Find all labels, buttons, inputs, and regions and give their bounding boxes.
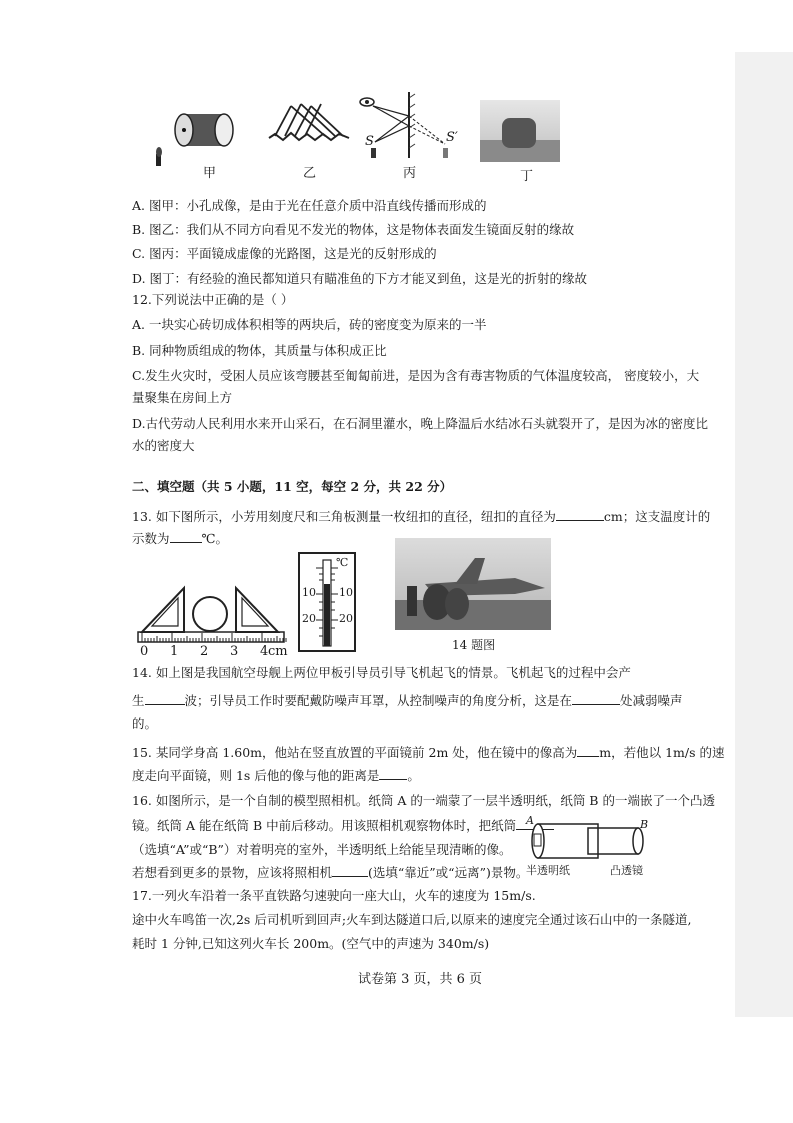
- q14-line3: 的。: [132, 716, 158, 731]
- q17-line3: 耗时 1 分钟,已知这列火车长 200m。(空气中的声速为 340m/s): [132, 936, 490, 951]
- q16-text-c: (选填“靠近”或“远离”)景物。: [368, 865, 529, 880]
- figure-ding: [480, 100, 560, 162]
- q15-text-d: 。: [407, 768, 420, 783]
- q13-line2: [132, 530, 228, 548]
- ruler-tick-0: 0: [140, 644, 149, 659]
- q13-unit2: ℃。: [201, 531, 228, 546]
- q12-option-c-line2: 量聚集在房间上方: [132, 390, 233, 405]
- thermometer-label-r20: 20: [339, 612, 353, 625]
- q16-line4: [132, 864, 528, 882]
- ruler-unit: cm: [268, 644, 288, 659]
- figure-label-yi: 乙: [303, 166, 317, 181]
- thermometer-label-10: 10: [302, 586, 316, 599]
- q14-blank-2: [572, 692, 620, 705]
- q13-unit: cm；这支温度计的: [603, 509, 711, 524]
- q13-line1: [132, 508, 710, 526]
- thermometer-label-r10: 10: [339, 586, 353, 599]
- q12-option-b: B. 同种物质组成的物体，其质量与体积成正比: [132, 343, 387, 358]
- q14-blank-1: [145, 692, 185, 705]
- q16-line2: [132, 817, 554, 835]
- scrollbar-track[interactable]: [735, 52, 793, 1017]
- q16-line3: （选填“A”或“B”）对着明亮的室外，半透明纸上给能呈现清晰的像。: [132, 842, 512, 857]
- thermometer-label-20: 20: [302, 612, 316, 625]
- q12-option-a: A. 一块实心砖切成体积相等的两块后，砖的密度变为原来的一半: [132, 317, 487, 332]
- camera-label-paper: 半透明纸: [526, 864, 570, 877]
- camera-label-a: A: [526, 814, 534, 827]
- q12-option-c-line1: C.发生火灾时，受困人员应该弯腰甚至匍匐前进，是因为含有毒害物质的气体温度较高， 密度较小，大: [132, 368, 700, 383]
- ruler-tick-3: 3: [230, 644, 239, 659]
- q12-option-d-line1: D.古代劳动人民利用水来开山采石，在石洞里灌水，晚上降温后水结冰石头就裂开了，是因为冰的密度比: [132, 416, 709, 431]
- q15-text-c: 度走向平面镜，则 1s 后他的像与他的距离是: [132, 768, 380, 783]
- q16-text-b: 若想看到更多的景物，应该将照相机: [132, 865, 333, 880]
- q14-text-b: 波；引导员工作时要配戴防噪声耳罩，从控制噪声的角度分析，这是在: [184, 693, 573, 708]
- q17-line2: 途中火车鸣笛一次,2s 后司机听到回声;火车到达隧道口后,以原来的速度完全通过该石山中的一条隧道,: [132, 912, 692, 927]
- figure-label-bing: 丙: [403, 166, 417, 181]
- camera-model-figure: [528, 818, 648, 862]
- ruler-tick-1: 1: [170, 644, 179, 659]
- section-heading: 二、填空题（共 5 小题，11 空，每空 2 分，共 22 分）: [132, 479, 453, 494]
- q15-text-b: m，若他以 1m/s 的速: [599, 745, 725, 760]
- exam-page: [110, 0, 730, 1123]
- q11-option-a: A. 图甲：小孔成像，是由于光在任意介质中沿直线传播而形成的: [132, 198, 487, 213]
- q16-line1: 16. 如图所示，是一个自制的模型照相机。纸筒 A 的一端蒙了一层半透明纸，纸筒 B 的一端嵌了一个凸透: [132, 793, 715, 808]
- q16-text-a: 镜。纸筒 A 能在纸筒 B 中前后移动。用该照相机观察物体时，把纸筒: [132, 818, 517, 833]
- ruler-tick-4: 4: [260, 644, 269, 659]
- aircraft-carrier-photo: [395, 538, 551, 630]
- q15-line1: [132, 744, 725, 762]
- q13-blank-temp: [170, 530, 202, 543]
- thermometer-unit: ℃: [336, 556, 349, 569]
- figure-jia: [150, 100, 240, 170]
- q14-line1: 14. 如上图是我国航空母舰上两位甲板引导员引导飞机起飞的情景。飞机起飞的过程中会产: [132, 665, 631, 680]
- figure-bing: [355, 88, 465, 168]
- figure-yi: [265, 96, 355, 156]
- q12-option-d-line2: 水的密度大: [132, 438, 195, 453]
- q13-blank-diameter: [556, 508, 604, 521]
- figure-bing-s-prime-label: S′: [446, 130, 458, 145]
- ruler-tick-2: 2: [200, 644, 209, 659]
- q13-text: 13. 如下图所示，小芳用刻度尺和三角板测量一枚纽扣的直径，纽扣的直径为: [132, 509, 556, 524]
- q14-text-a: 生: [132, 693, 145, 708]
- page-footer: 试卷第 3 页，共 6 页: [357, 972, 483, 987]
- q15-blank-2: [379, 767, 407, 780]
- q11-option-c: C. 图丙：平面镜成虚像的光路图，这是光的反射形成的: [132, 246, 437, 261]
- q14-line2: [132, 692, 683, 710]
- camera-label-b: B: [640, 818, 649, 831]
- q14-text-c: 处减弱噪声: [620, 693, 683, 708]
- q15-text-a: 15. 某同学身高 1.60m，他站在竖直放置的平面镜前 2m 处，他在镜中的像高为: [132, 745, 578, 760]
- q15-blank-1: [577, 744, 599, 757]
- figure-label-jia: 甲: [203, 166, 217, 181]
- q11-option-b: B. 图乙：我们从不同方向看见不发光的物体，这是物体表面发生镜面反射的缘故: [132, 222, 575, 237]
- figure-bing-s-label: S: [365, 134, 374, 149]
- q17-line1: 17.一列火车沿着一条平直铁路匀速驶向一座大山，火车的速度为 15m/s.: [132, 888, 536, 903]
- q12-stem: 12.下列说法中正确的是（ ）: [132, 292, 294, 307]
- figure-label-ding: 丁: [520, 169, 534, 184]
- q11-option-d: D. 图丁：有经验的渔民都知道只有瞄准鱼的下方才能叉到鱼，这是光的折射的缘故: [132, 271, 588, 286]
- camera-label-lens: 凸透镜: [610, 864, 643, 877]
- q16-blank-2: [332, 864, 368, 877]
- thermometer: [298, 552, 356, 652]
- q15-line2: [132, 767, 420, 785]
- photo-caption: 14 题图: [452, 638, 496, 652]
- q13-text2: 示数为: [132, 531, 170, 546]
